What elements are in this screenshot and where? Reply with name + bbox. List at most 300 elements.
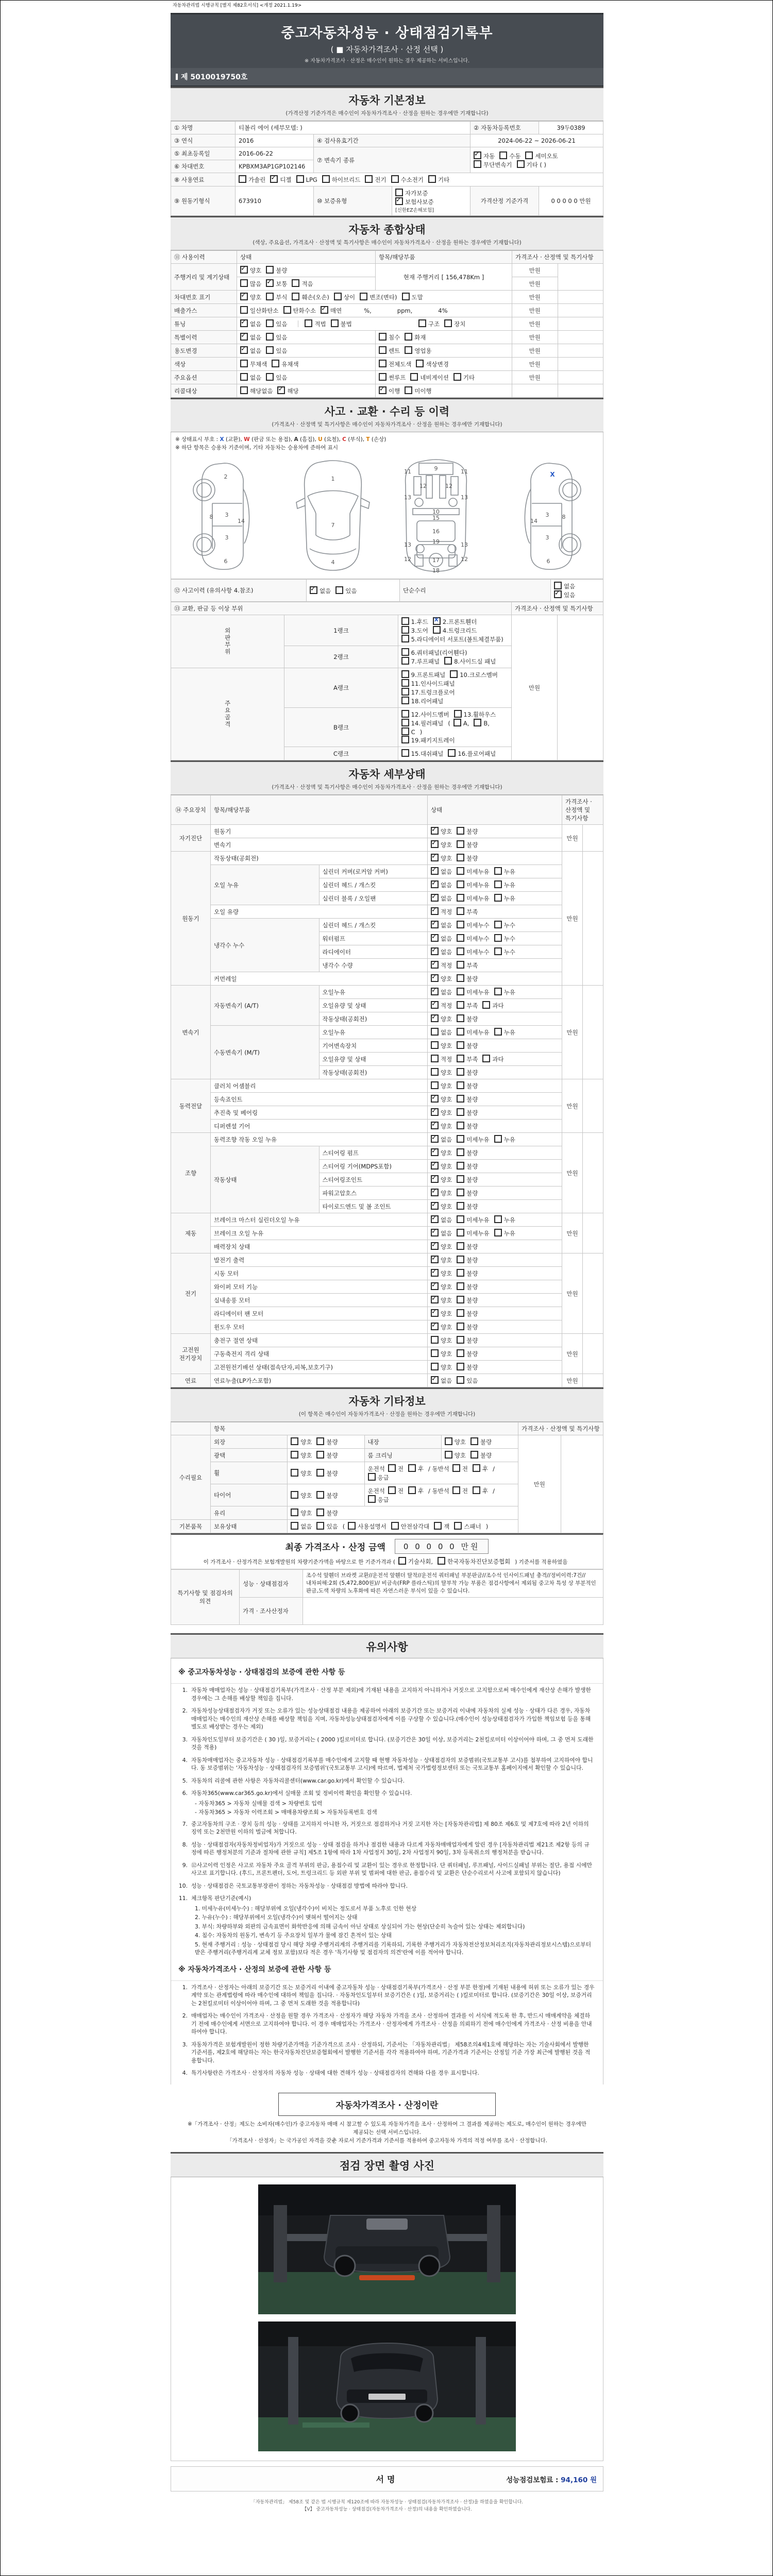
checkbox-option: 양호 [431,1336,452,1345]
checkbox[interactable] [494,934,502,942]
item-text: 성능 · 상태점검자(자동차정비업자)가 거짓으로 성능 · 상태 점검을 하거나 점검한 내용과 다르게 자동차매매업자에게 알린 경우 [자동차관리법 제21조 제2항 등의 규정에 따른 행정처분의 기준과 절차에 관한 규칙] 제5조 1항에 따라 1차 사업정지 30일, 2차 사업정지 90일, 3차 등록취소의 행정처분을 받습니다. [191,1841,590,1856]
checkbox[interactable] [470,1451,478,1459]
checkbox[interactable] [482,1055,490,1062]
checkbox[interactable] [401,697,409,704]
checkbox-option: 과다 [482,1055,503,1063]
checkbox[interactable] [457,947,464,955]
checkbox[interactable] [405,346,412,354]
model-year-label: ③ 연식 [171,134,236,147]
etc-item2-options [441,1435,518,1449]
checkbox-checked[interactable] [431,1376,439,1384]
svg-text:13: 13 [460,494,468,501]
checkbox[interactable] [266,373,274,381]
state-options [428,878,562,892]
checkbox[interactable] [457,1095,464,1103]
checkbox[interactable] [334,293,342,300]
checkbox-checked[interactable] [431,1269,439,1277]
checkbox-checked[interactable] [431,1189,439,1196]
item-label: 기어변속장치 [319,1039,428,1053]
checkbox[interactable] [450,670,458,678]
checkbox[interactable] [444,657,452,665]
checkbox-checked[interactable] [431,974,439,982]
checkbox[interactable] [525,151,533,159]
checkbox[interactable] [272,360,279,367]
item-label: 스티어링 기어(MDPS포함) [319,1160,428,1173]
inspection-insurance-fee [506,2474,597,2484]
note-cell [558,384,603,398]
checkbox[interactable] [401,617,409,625]
checkbox[interactable] [499,151,507,159]
checkbox-option: ✓ 양호 [431,840,452,849]
checkbox-option: 불량 [457,1242,478,1251]
checkbox[interactable] [291,1437,298,1445]
checkbox-checked[interactable] [431,947,439,955]
checkbox-checked[interactable] [379,386,386,394]
checkbox[interactable] [240,386,248,394]
state-options [428,1267,562,1280]
checkbox[interactable] [445,1437,452,1445]
checkbox-checked[interactable] [431,1256,439,1263]
device-group-label: 동력전달 [171,1079,211,1133]
checkbox-option: 불법 [331,319,352,328]
checkbox-checked[interactable] [431,934,439,942]
checkbox[interactable] [457,1282,464,1290]
checkbox[interactable] [438,1557,445,1565]
checkbox[interactable] [316,1451,324,1459]
checkbox[interactable] [457,1001,464,1009]
checkbox[interactable] [395,189,403,196]
checkbox-option: ✓ 양호 [431,1269,452,1278]
checkbox[interactable] [266,346,274,354]
checkbox-checked[interactable] [474,151,481,159]
checkbox-option: 불량 [457,840,478,849]
checkbox[interactable] [457,1041,464,1049]
checkbox-checked[interactable] [431,894,439,902]
checkbox-checked[interactable] [431,1148,439,1156]
checkbox-option: 미세누유 [457,867,489,876]
checkbox[interactable] [316,1491,324,1499]
checkbox[interactable] [401,736,409,743]
checkbox-option: 안전삼각대 [391,1522,430,1531]
checkbox[interactable] [431,1055,439,1062]
checkbox[interactable] [457,907,464,915]
checkbox[interactable] [405,386,412,394]
checkbox[interactable] [445,1451,452,1459]
checkbox-option: 전 [452,1464,468,1473]
checkbox-checked[interactable] [431,1108,439,1116]
checkbox-checked[interactable] [321,306,328,314]
checkbox[interactable] [292,279,299,287]
checkbox-option: 누유 [494,880,515,889]
note-cell [583,1334,603,1374]
checkbox[interactable] [431,1041,439,1049]
checkbox[interactable] [457,988,464,995]
checkbox[interactable] [434,1522,442,1530]
checkbox[interactable] [305,319,312,327]
checkbox-checked[interactable] [431,1296,439,1303]
checkbox[interactable] [457,840,464,848]
checkbox-option: ✓ 양호 [431,1256,452,1264]
checkbox[interactable] [431,1081,439,1089]
checkbox-option: ✓양호 [240,266,261,275]
checkbox[interactable] [266,333,274,341]
checkbox-option: 있음 [316,1522,338,1531]
checkbox-option: 불량 [457,1162,478,1171]
checkbox[interactable] [322,175,330,183]
checkbox[interactable] [408,1486,416,1494]
checkbox[interactable] [457,1269,464,1277]
checkbox-checked[interactable] [431,907,439,915]
checkbox-checked[interactable] [277,386,285,394]
checkbox[interactable] [457,1189,464,1196]
checkbox[interactable] [517,160,525,168]
checkbox[interactable] [296,175,304,183]
checkbox-checked[interactable] [431,1202,439,1210]
checkbox-option: 응급 [368,1495,389,1504]
checkbox[interactable] [418,319,426,327]
checkbox-option: 무채색 [240,360,267,368]
item-number: 4. [182,2070,188,2076]
checkbox-checked[interactable] [431,1135,439,1143]
checkbox[interactable] [401,749,409,757]
checkbox[interactable] [473,1464,480,1472]
checkbox[interactable] [292,293,299,300]
checkbox-option: ✓ 보통 [266,279,287,288]
device-group-label: 고전원 전기장치 [171,1334,211,1374]
checkbox[interactable] [457,1363,464,1370]
checkbox-option: 누수 [494,921,515,929]
checkbox-checked[interactable] [240,333,248,341]
notice-performance-subitem: 1. 미세누유(미세누수) : 해당부위에 오일(냉각수)이 비치는 정도로서 부품 노후로 인한 현상 [195,1905,417,1912]
checkbox[interactable] [494,1229,502,1236]
note-cell [583,986,603,1079]
item-text: 자동차인도일부터 보증기간은 ( 30 )일, 보증거리는 ( 2000 )킬로미터로 합니다. (보증기간은 30일 이상, 보증거리는 2천킬로미터 이상이어야 하며, 그 중 먼저 도래한 것을 적용) [191,1736,594,1751]
checkbox-checked[interactable] [554,590,562,598]
item-label: 스티어링 펌프 [319,1146,428,1160]
checkbox[interactable] [240,279,248,287]
rank-items [398,747,511,760]
checkbox[interactable] [316,1437,324,1445]
checkbox-checked[interactable] [431,1014,439,1022]
checkbox[interactable] [474,719,481,726]
mark-symbol: X [220,436,224,443]
checkbox[interactable] [448,749,456,757]
checkbox-checked[interactable] [431,961,439,969]
checkbox[interactable] [431,1363,439,1370]
checkbox-checked[interactable] [431,1282,439,1290]
section-comprehensive [171,216,603,250]
checkbox[interactable] [457,1229,464,1236]
checkbox[interactable] [457,1014,464,1022]
checkbox-checked[interactable] [310,586,317,594]
mileage-current-value: 현재 주행거리 [ 156,478Km ] [376,264,512,291]
checkbox[interactable] [240,373,248,381]
device-group-label: 자기진단 [171,825,211,852]
checkbox-checked[interactable] [431,867,439,875]
checkbox[interactable] [457,1323,464,1330]
checkbox-checked[interactable] [240,346,248,354]
rank-items [398,708,511,747]
checkbox[interactable] [283,306,291,314]
checkbox[interactable] [457,1081,464,1089]
checkbox[interactable] [401,710,409,718]
checkbox[interactable] [473,1486,480,1494]
item-number: 2. [182,2012,188,2019]
checkbox[interactable] [457,1175,464,1183]
checkbox-checked[interactable] [240,293,248,300]
checkbox[interactable] [494,1028,502,1036]
checkbox[interactable] [457,1202,464,1210]
checkbox-option: 불량 [457,1336,478,1345]
checkbox-option: ✓ 양호 [431,1014,452,1023]
checkbox[interactable] [391,1522,399,1530]
checkbox[interactable] [239,175,246,183]
checkbox-x-marked[interactable] [433,617,441,625]
checkbox[interactable] [454,1522,462,1530]
checkbox[interactable] [431,1028,439,1036]
checkbox-checked[interactable] [431,1175,439,1183]
checkbox[interactable] [379,333,386,341]
checkbox-checked[interactable] [240,319,248,327]
checkbox-checked[interactable] [431,880,439,888]
checkbox[interactable] [401,657,409,665]
checkbox-option: 불량 [470,1437,492,1446]
checkbox[interactable] [316,1469,324,1477]
checkbox-checked[interactable] [395,197,403,205]
definition-line-2: 「가격조사 · 산정자」는 국가공인 자격을 갖춘 자로서 기준가격과 기준서를 적용하여 중고자동차 가격의 적정 여부를 조사 · 산정합니다. [227,2137,547,2144]
col-item-part: 항목/해당부품 [376,251,512,264]
checkbox[interactable] [331,319,339,327]
checkbox-checked[interactable] [431,988,439,995]
checkbox-checked[interactable] [431,1122,439,1129]
notice-performance-subitem: 2. 누유(누수) : 해당부위에서 오일(냉각수)이 맺혀서 떨어지는 상태 [195,1914,358,1921]
checkbox-option: 양호 [431,1041,452,1050]
mileage-state-options [237,264,376,277]
checkbox-checked[interactable] [266,279,274,287]
checkbox[interactable] [316,1509,324,1516]
checkbox[interactable] [398,1557,406,1565]
checkbox[interactable] [494,880,502,888]
checkbox[interactable] [457,961,464,969]
svg-text:17: 17 [432,557,440,564]
checkbox[interactable] [494,947,502,955]
checkbox[interactable] [405,333,412,341]
checkbox[interactable] [379,346,386,354]
checkbox[interactable] [457,921,464,928]
checkbox-checked[interactable] [431,1001,439,1009]
checkbox[interactable] [554,582,562,589]
checkbox[interactable] [433,626,441,634]
checkbox[interactable] [453,719,461,726]
checkbox[interactable] [431,1068,439,1076]
state-options [428,1213,562,1227]
checkbox[interactable] [457,1162,464,1170]
state-options [428,1173,562,1187]
checkbox-checked[interactable] [270,175,278,183]
checkbox[interactable] [494,988,502,995]
checkbox[interactable] [401,626,409,634]
checkbox-checked[interactable] [431,1215,439,1223]
section-basic-subtitle: (가격산정 기준가격은 매수인이 자동차가격조사 · 산정을 원하는 경우에만 기재합니다) [285,110,489,116]
checkbox[interactable] [291,1522,298,1530]
text: 이 가격조사 · 산정가격은 보험개발원의 차량기준가액을 바탕으로 한 기준가격과 ( [203,1559,395,1565]
checkbox[interactable] [379,373,386,381]
checkbox[interactable] [457,880,464,888]
checkbox[interactable] [457,854,464,861]
item-number: 4. [182,1756,188,1764]
checkbox[interactable] [316,1522,324,1530]
checkbox[interactable] [335,586,343,594]
checkbox[interactable] [474,160,481,168]
checkbox[interactable] [416,360,424,367]
checkbox[interactable] [431,1336,439,1344]
checkbox-option: 양호 [445,1437,466,1446]
checkbox-checked[interactable] [431,1162,439,1170]
checkbox[interactable] [457,894,464,902]
checkbox[interactable] [457,1242,464,1250]
checkbox-option: ✓자동 [474,151,495,160]
text: ) [419,728,423,736]
checkbox[interactable] [494,1215,502,1223]
footer-notes [171,2499,603,2513]
etc-info-table [171,1422,603,1533]
checkbox-checked[interactable] [431,1242,439,1250]
checkbox[interactable] [266,266,274,274]
etc-price-header: 가격조사 · 산정액 및 특기사항 [518,1422,603,1435]
checkbox-option: 불량 [457,1095,478,1104]
checkbox[interactable] [457,1336,464,1344]
checkbox[interactable] [291,1509,298,1516]
checkbox[interactable] [457,1028,464,1036]
checkbox[interactable] [401,679,409,687]
checkbox[interactable] [457,1108,464,1116]
checkbox[interactable] [401,670,409,678]
checkbox-checked[interactable] [431,921,439,928]
checkbox-option: 불량 [457,1189,478,1197]
checkbox[interactable] [457,1296,464,1303]
checkbox[interactable] [431,1349,439,1357]
checkbox[interactable] [401,719,409,726]
checkbox[interactable] [457,867,464,875]
checkbox[interactable] [457,1309,464,1317]
document-header [171,13,603,68]
price-cell: 만원 [512,317,558,331]
checkbox[interactable] [494,867,502,875]
checkbox[interactable] [408,1464,416,1472]
checkbox[interactable] [401,688,409,696]
mark-symbol: U [318,436,323,443]
checkbox[interactable] [457,934,464,942]
item-label: 발전기 출력 [211,1253,428,1267]
row-label: 튜닝 [171,317,237,331]
checkbox[interactable] [453,373,461,381]
row-label: 리콜대상 [171,384,237,398]
checkbox[interactable] [401,727,409,735]
checkbox[interactable] [470,1437,478,1445]
checkbox-option: 19.패키지트레이 [401,736,455,744]
checkbox[interactable] [457,1215,464,1223]
form-law-reference: 자동차관리법 시행규칙 [별지 제82호서식] <개정 2021.1.19> [173,3,302,8]
checkbox[interactable] [457,1068,464,1076]
checkbox[interactable] [452,1486,460,1494]
inspector-opinion-table [171,1569,603,1625]
checkbox[interactable] [368,1495,376,1503]
checkbox[interactable] [368,1473,376,1481]
checkbox[interactable] [482,1001,490,1009]
checkbox[interactable] [401,648,409,656]
checkbox[interactable] [457,1055,464,1062]
model-year-value: 2016 [236,134,314,147]
note-cell [558,304,603,317]
checkbox[interactable] [457,1122,464,1129]
checkbox[interactable] [428,175,436,183]
checkbox[interactable] [360,293,367,300]
checkbox[interactable] [444,319,452,327]
checkbox[interactable] [494,1135,502,1143]
checkbox[interactable] [454,710,462,718]
checkbox-checked[interactable] [431,1095,439,1103]
checkbox[interactable] [452,1464,460,1472]
panel-price-cell: 만원 [512,615,558,760]
checkbox[interactable] [402,293,410,300]
checkbox[interactable] [494,921,502,928]
checkbox[interactable] [457,1256,464,1263]
checkbox[interactable] [291,1469,298,1477]
checkbox-checked[interactable] [431,854,439,861]
item-number: 5. [182,1777,188,1784]
checkbox[interactable] [401,635,409,642]
checkbox[interactable] [457,1135,464,1143]
device-group-label: 연료 [171,1374,211,1387]
checkbox[interactable] [266,293,274,300]
text: ( [448,720,450,727]
checkbox[interactable] [457,827,464,835]
checkbox[interactable] [379,360,386,367]
checkbox-checked[interactable] [431,1309,439,1317]
checkbox[interactable] [348,1522,356,1530]
checkbox-checked[interactable] [240,266,248,274]
notice-performance-item-11 [171,1892,603,1905]
state-options [428,892,562,905]
checkbox-checked[interactable] [431,1229,439,1236]
checkbox-option: ✓ 없음 [431,880,452,889]
checkbox[interactable] [494,894,502,902]
checkbox-option: 과다 [482,1001,503,1010]
checkbox-checked[interactable] [431,827,439,835]
checkbox[interactable] [457,1349,464,1357]
checkbox[interactable] [388,1464,396,1472]
checkbox[interactable] [240,306,248,314]
checkbox[interactable] [457,974,464,982]
checkbox[interactable] [365,175,373,183]
checkbox[interactable] [291,1451,298,1459]
panel-replacement-table [171,602,603,760]
checkbox[interactable] [391,175,399,183]
checkbox-checked[interactable] [431,840,439,848]
checkbox[interactable] [266,319,274,327]
final-price-value: 0 0 0 0 0 만원 [395,1539,489,1554]
checkbox-checked[interactable] [431,1323,439,1330]
checkbox[interactable] [457,1376,464,1384]
item-text: 가격조사 · 산정자는 아래의 보증기간 또는 보증거리 이내에 중고자동차 성능 · 상태점검기록부(가격조사 · 산정 부분 한정)에 기재된 내용에 허위 또는 오류가 있는 경우 계약 또는 관계법령에 따라 매수인에 대하여 책임을 집니다. · 자동차인도일부터 보증기간은 ( )일, 보증거리는 ( )킬로미터로 합니다. (보증기간은 30일 이상, 보증거리는 2천킬로미터 이상이어야 하며, 그 중 먼저 도래한 것을 적용합니다) [191,1984,595,2007]
state-options [428,1240,562,1253]
checkbox[interactable] [240,360,248,367]
checkbox[interactable] [291,1491,298,1499]
state-options [428,1294,562,1307]
checkbox[interactable] [457,1148,464,1156]
checkbox[interactable] [410,373,418,381]
checkbox[interactable] [388,1486,396,1494]
